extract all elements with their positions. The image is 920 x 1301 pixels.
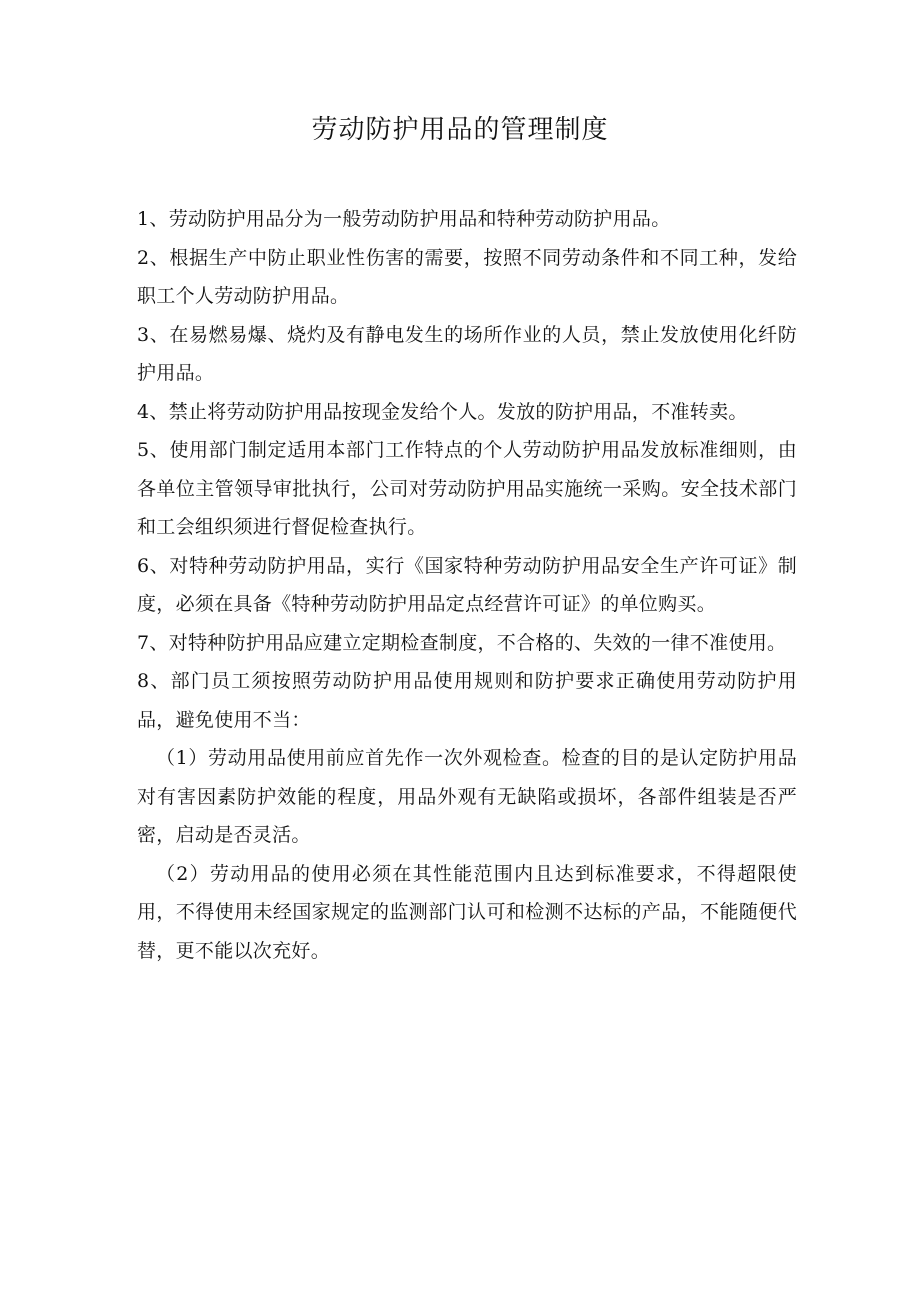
sub-paragraph-1: （1）劳动用品使用前应首先作一次外观检查。检查的目的是认定防护用品对有害因素防护效能的程度，用品外观有无缺陷或损坏，各部件组装是否严密，启动是否灵活。 <box>137 747 797 846</box>
paragraph-6: 6、对特种劳动防护用品，实行《国家特种劳动防护用品安全生产许可证》制度，必须在具备《特种劳动防护用品定点经营许可证》的单位购买。 <box>137 554 797 615</box>
paragraph-3: 3、在易燃易爆、烧灼及有静电发生的场所作业的人员，禁止发放使用化纤防护用品。 <box>137 323 797 384</box>
paragraph-7: 7、对特种防护用品应建立定期检查制度，不合格的、失效的一律不准使用。 <box>137 631 787 654</box>
paragraph-8: 8、部门员工须按照劳动防护用品使用规则和防护要求正确使用劳动防护用品，避免使用不当： <box>137 670 797 731</box>
paragraph-4: 4、禁止将劳动防护用品按现金发给个人。发放的防护用品，不准转卖。 <box>137 400 748 423</box>
paragraph-5: 5、使用部门制定适用本部门工作特点的个人劳动防护用品发放标准细则，由各单位主管领导审批执行，公司对劳动防护用品实施统一采购。安全技术部门和工会组织须进行督促检查执行。 <box>137 439 797 538</box>
document-title: 劳动防护用品的管理制度 <box>311 115 609 145</box>
paragraph-2: 2、根据生产中防止职业性伤害的需要，按照不同劳动条件和不同工种，发给职工个人劳动防护用品。 <box>137 246 797 307</box>
paragraph-1: 1、劳动防护用品分为一般劳动防护用品和特种劳动防护用品。 <box>137 208 671 230</box>
document-body <box>137 200 797 970</box>
sub-paragraph-2: （2）劳动用品的使用必须在其性能范围内且达到标准要求，不得超限使用，不得使用未经国家规定的监测部门认可和检测不达标的产品，不能随便代替，更不能以次充好。 <box>137 862 797 962</box>
